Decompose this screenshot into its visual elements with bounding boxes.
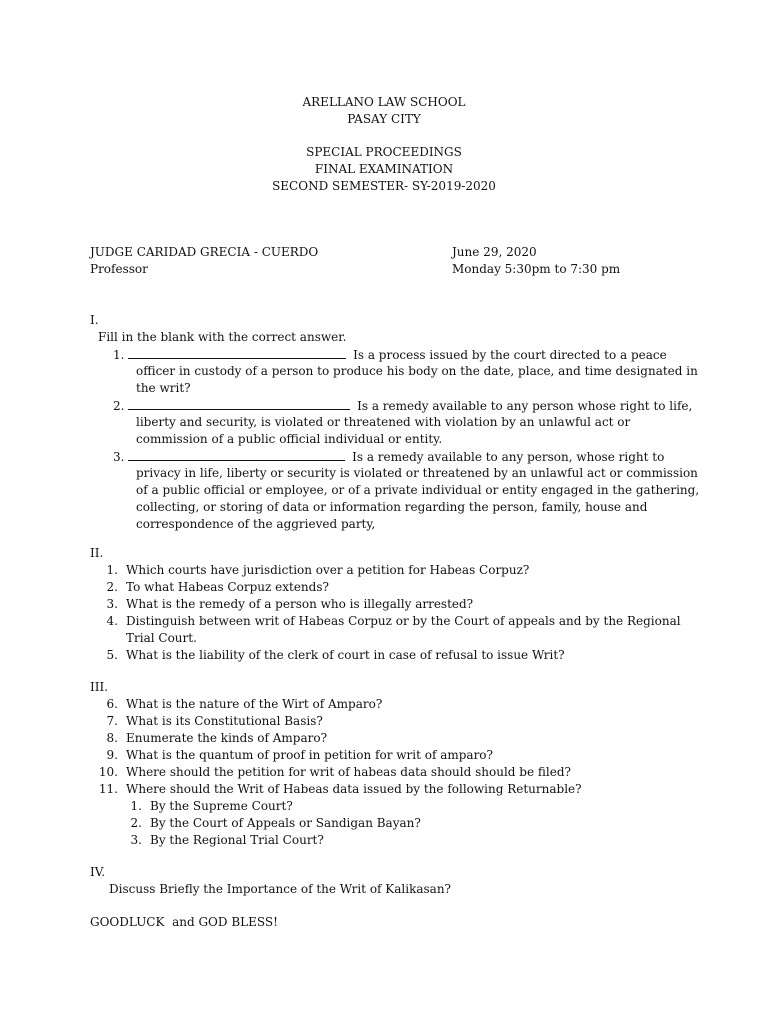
- part-3-numeral: III.: [90, 680, 109, 694]
- essay-question: Discuss Briefly the Importance of the Writ of Kalikasan?: [109, 882, 451, 896]
- blank-item-3: [113, 448, 664, 466]
- question-text-continued: Trial Court.: [126, 631, 197, 645]
- professor-role: Professor: [90, 262, 148, 276]
- question-text: To what Habeas Corpuz extends?: [126, 580, 329, 594]
- question-item: [98, 696, 382, 713]
- question-item: [98, 647, 565, 664]
- part-1-instruction: Fill in the blank with the correct answer.: [98, 330, 347, 344]
- sub-question-number: 3.: [130, 833, 142, 847]
- question-item: [98, 596, 473, 613]
- answer-blank: [128, 397, 350, 410]
- sub-question-item: [122, 815, 421, 832]
- blank-item-number: 2.: [113, 399, 125, 413]
- answer-blank: [128, 346, 346, 359]
- sub-question-number: 2.: [130, 816, 142, 830]
- question-number: 9.: [106, 748, 118, 762]
- question-text: Where should the petition for writ of habeas data should should be filed?: [126, 765, 571, 779]
- question-text: What is the liability of the clerk of court in case of refusal to issue Writ?: [126, 648, 565, 662]
- question-number: 10.: [98, 765, 118, 779]
- question-number: 11.: [98, 782, 118, 796]
- blank-item-text: of a public official or employee, or of a private individual or entity engaged in the gathering,: [136, 483, 700, 497]
- exam-title: FINAL EXAMINATION: [314, 162, 454, 176]
- question-item: [98, 730, 327, 747]
- question-item: [98, 579, 329, 596]
- blank-item-2: [113, 397, 692, 415]
- question-text: Which courts have jurisdiction over a petition for Habeas Corpuz?: [126, 563, 530, 577]
- sub-question-number: 1.: [130, 799, 142, 813]
- part-4-numeral: IV.: [90, 865, 106, 879]
- question-number: 5.: [106, 648, 118, 662]
- question-text: What is the nature of the Wirt of Amparo?: [126, 697, 383, 711]
- blank-item-number: 3.: [113, 450, 125, 464]
- closing-message: GOODLUCK and GOD BLESS!: [90, 915, 278, 929]
- blank-item-text: commission of a public official individual or entity.: [136, 432, 443, 446]
- question-item: [98, 781, 582, 798]
- blank-item-number: 1.: [113, 348, 125, 362]
- question-text: Where should the Writ of Habeas data issued by the following Returnable?: [126, 782, 582, 796]
- school-city: PASAY CITY: [347, 112, 421, 126]
- question-item: [98, 613, 681, 630]
- blank-item-1: [113, 346, 667, 364]
- sub-question-text: By the Supreme Court?: [150, 799, 293, 813]
- question-number: 8.: [106, 731, 118, 745]
- blank-item-text: Is a remedy available to any person whose right to life,: [357, 399, 693, 413]
- sub-question-text: By the Court of Appeals or Sandigan Bayan?: [150, 816, 421, 830]
- question-number: 2.: [106, 580, 118, 594]
- sub-question-item: [122, 832, 324, 849]
- blank-item-text: correspondence of the aggrieved party,: [136, 517, 376, 531]
- sub-question-text: By the Regional Trial Court?: [150, 833, 324, 847]
- question-text: What is its Constitutional Basis?: [126, 714, 323, 728]
- school-name: ARELLANO LAW SCHOOL: [302, 95, 466, 109]
- question-number: 3.: [106, 597, 118, 611]
- semester-line: SECOND SEMESTER- SY-2019-2020: [272, 179, 496, 193]
- blank-item-text: Is a process issued by the court directed to a peace: [353, 348, 667, 362]
- course-title: SPECIAL PROCEEDINGS: [306, 145, 462, 159]
- question-number: 1.: [106, 563, 118, 577]
- exam-date: June 29, 2020: [452, 245, 537, 259]
- blank-item-text: the writ?: [136, 381, 191, 395]
- question-number: 7.: [106, 714, 118, 728]
- exam-time: Monday 5:30pm to 7:30 pm: [452, 262, 621, 276]
- question-text: Enumerate the kinds of Amparo?: [126, 731, 328, 745]
- answer-blank: [128, 448, 345, 461]
- question-text: What is the quantum of proof in petition for writ of amparo?: [126, 748, 493, 762]
- part-1-numeral: I.: [90, 313, 99, 327]
- part-2-numeral: II.: [90, 546, 104, 560]
- question-item: [98, 764, 571, 781]
- question-text: Distinguish between writ of Habeas Corpuz or by the Court of appeals and by the Regional: [126, 614, 681, 628]
- blank-item-text: Is a remedy available to any person, whose right to: [352, 450, 665, 464]
- blank-item-text: collecting, or storing of data or information regarding the person, family, house and: [136, 500, 648, 514]
- blank-item-text: officer in custody of a person to produce his body on the date, place, and time designated in: [136, 364, 698, 378]
- question-item: [98, 747, 493, 764]
- question-item: [98, 562, 529, 579]
- question-number: 6.: [106, 697, 118, 711]
- professor-name: JUDGE CARIDAD GRECIA - CUERDO: [90, 245, 319, 259]
- question-text: What is the remedy of a person who is illegally arrested?: [126, 597, 474, 611]
- question-item: [98, 713, 323, 730]
- blank-item-text: liberty and security, is violated or threatened with violation by an unlawful act or: [136, 415, 631, 429]
- sub-question-item: [122, 798, 293, 815]
- blank-item-text: privacy in life, liberty or security is violated or threatened by an unlawful act or commission: [136, 466, 698, 480]
- question-number: 4.: [106, 614, 118, 628]
